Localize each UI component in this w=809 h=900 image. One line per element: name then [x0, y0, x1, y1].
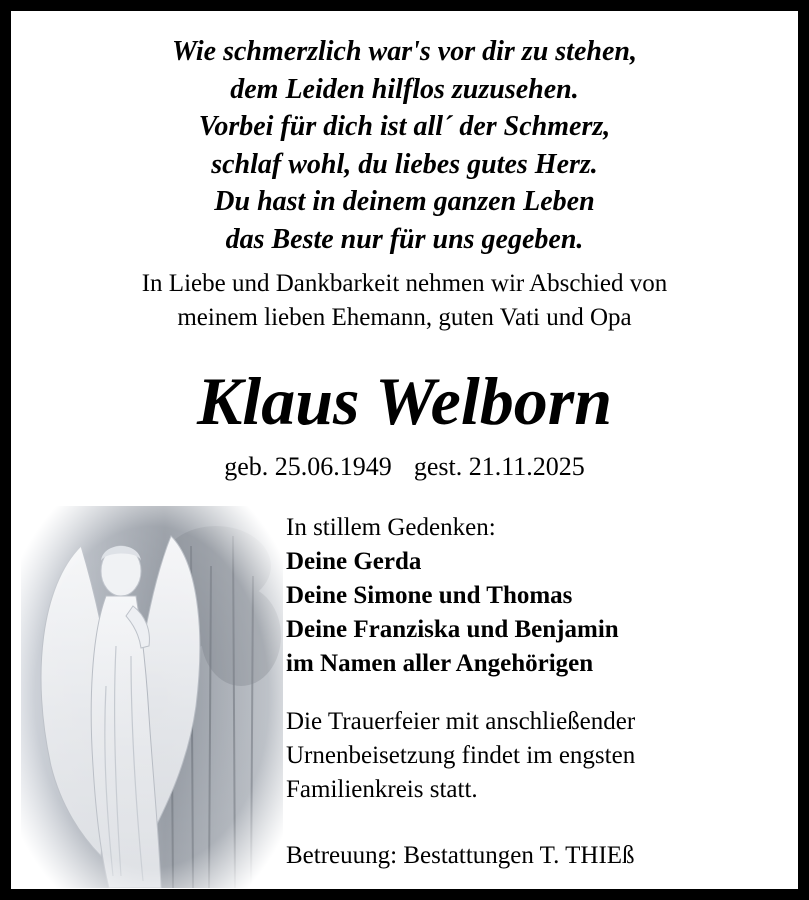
mourner-4: im Namen aller Angehörigen [286, 650, 594, 677]
mourner-1: Deine Gerda [286, 548, 422, 575]
poem [11, 33, 798, 258]
funeral-home-credit: Betreuung: Bestattungen T. THIEß [286, 842, 635, 869]
mourner-3: Deine Franziska und Benjamin [286, 616, 619, 643]
death-date: gest. 21.11.2025 [413, 452, 585, 481]
ceremony-info [286, 705, 796, 807]
angel-statue-image [21, 506, 283, 888]
ceremony-line-1: Die Trauerfeier mit anschließender [286, 708, 636, 735]
poem-line-1: Wie schmerzlich war's vor dir zu stehen, [172, 36, 637, 67]
birth-date: geb. 25.06.1949 [224, 452, 392, 481]
poem-line-5: Du hast in deinem ganzen Leben [214, 186, 595, 217]
poem-line-3: Vorbei für dich ist all´ der Schmerz, [198, 111, 611, 142]
ceremony-line-2: Urnenbeisetzung findet im engsten [286, 742, 636, 769]
poem-line-4: schlaf wohl, du liebes gutes Herz. [211, 148, 598, 180]
life-dates [11, 449, 798, 485]
memorial-title: In stillem Gedenken: [286, 514, 496, 541]
intro-text [11, 267, 798, 335]
memorial-section [286, 511, 796, 873]
ceremony-line-3: Familienkreis statt. [286, 776, 478, 803]
deceased-name: Klaus Welborn [196, 363, 613, 439]
poem-line-6: das Beste nur für uns gegeben. [225, 223, 584, 255]
poem-line-2: dem Leiden hilflos zuzusehen. [230, 73, 579, 105]
intro-line-2: meinem lieben Ehemann, guten Vati und Opa [177, 304, 632, 331]
mourner-2: Deine Simone und Thomas [286, 582, 573, 609]
mourners-list [286, 545, 796, 681]
intro-line-1: In Liebe und Dankbarkeit nehmen wir Abschied von [141, 270, 668, 297]
